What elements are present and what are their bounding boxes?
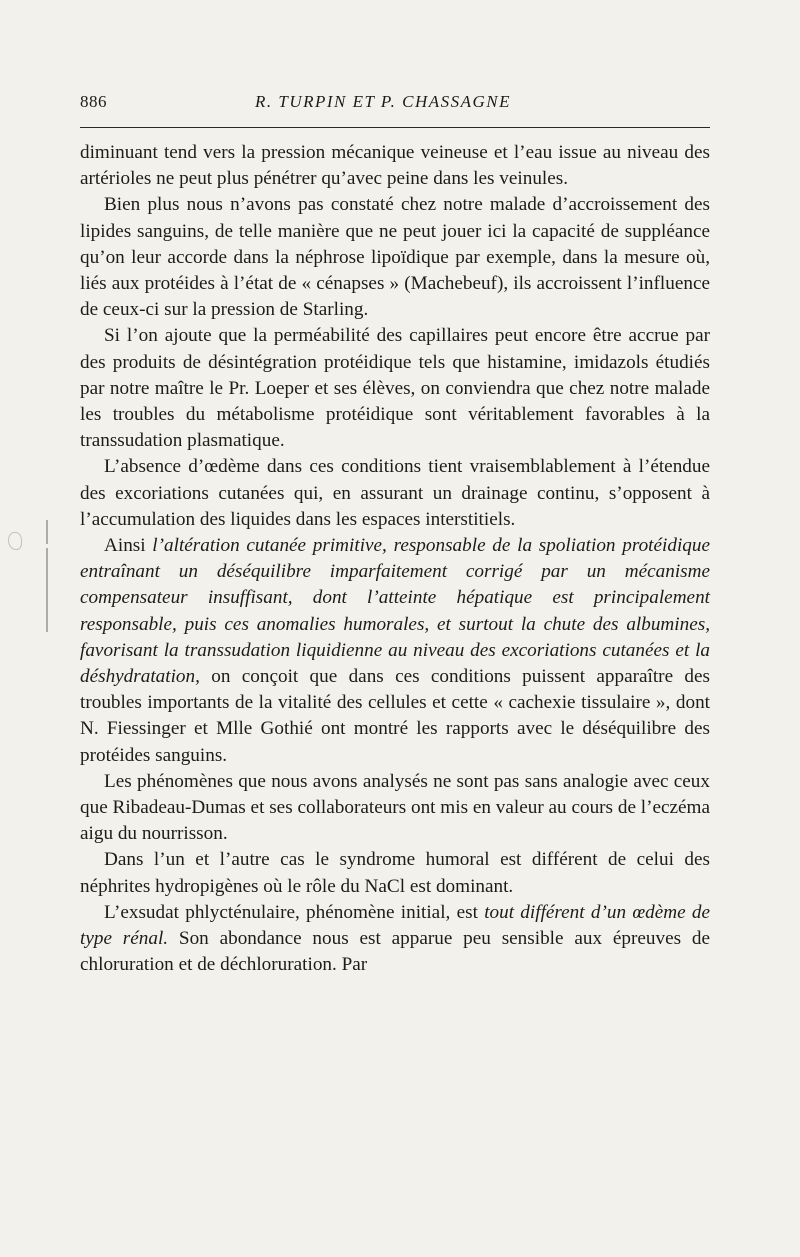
italic-text: tout différent d’un œdème de type rénal. bbox=[80, 901, 710, 950]
text-run: on conçoit que dans ces conditions puissent apparaître des troubles importants de la vitalité des cellules et cette « cachexie tissulaire », dont N. Fiessinger et Mlle Gothié ont montré les rapports avec le déséquilibre des protéides sanguins. bbox=[80, 666, 710, 766]
text-run: L’exsudat phlycténulaire, phénomène initial, est bbox=[104, 901, 485, 923]
paragraph bbox=[80, 454, 710, 533]
text-run: Son abondance nous est apparue peu sensible aux épreuves de chloruration et de déchloruration. Par bbox=[80, 928, 710, 976]
page-number: 886 bbox=[80, 92, 107, 111]
paragraph bbox=[80, 140, 710, 192]
paragraph bbox=[80, 533, 710, 769]
running-title: R. TURPIN ET P. CHASSAGNE bbox=[255, 92, 511, 111]
paragraph bbox=[80, 847, 710, 899]
text-run: L’absence d’œdème dans ces conditions tient vraisemblablement à l’étendue des excoriations cutanées qui, en assurant un drainage continu, s’opposent à l’accumulation des liquides dans les espaces interstitiels. bbox=[80, 456, 710, 530]
page-header bbox=[80, 92, 710, 118]
text-run: Les phénomènes que nous avons analysés ne sont pas sans analogie avec ceux que Ribadeau-Dumas et ses collaborateurs ont mis en valeur au cours de l’eczéma aigu du nourrisson. bbox=[80, 770, 710, 845]
margin-pencil-mark bbox=[46, 520, 48, 544]
text-run: diminuant tend vers la pression mécanique veineuse et l’eau issue au niveau des artérioles ne peut plus pénétrer qu’avec peine dans les veinules. bbox=[80, 142, 710, 190]
paragraph bbox=[80, 769, 710, 848]
paragraph bbox=[80, 900, 710, 979]
margin-pencil-mark bbox=[8, 532, 22, 550]
header-rule bbox=[80, 127, 710, 128]
text-run: Si l’on ajoute que la perméabilité des capillaires peut encore être accrue par des produits de désintégration protéidique tels que histamine, imidazols étudiés par notre maître le Pr. Loeper et ses élèves, on conviendra que chez notre malade les troubles du métabolisme protéidique sont véritablement favorables à la transsudation plasmatique. bbox=[80, 325, 710, 452]
text-run: Ainsi bbox=[104, 535, 153, 557]
text-run: Dans l’un et l’autre cas le syndrome humoral est différent de celui des néphrites hydropigènes où le rôle du NaCl est dominant. bbox=[80, 849, 710, 897]
paragraph bbox=[80, 323, 710, 454]
text-run: Bien plus nous n’avons pas constaté chez notre malade d’accroissement des lipides sanguins, de telle manière que ne peut jouer ici la capacité de suppléance qu’on leur accorde dans la néphrose lipoïdique par exemple, dans la mesure où, liés aux protéides à l’état de « cénapses » (Machebeuf), ils accroissent l’influence de ceux-ci sur la pression de Starling. bbox=[80, 194, 710, 321]
margin-pencil-mark bbox=[46, 548, 48, 632]
paragraph bbox=[80, 192, 710, 323]
body-text bbox=[80, 140, 710, 979]
italic-text: l’altération cutanée primitive, responsable de la spoliation protéidique entraînant un déséquilibre imparfaitement corrigé par un mécanisme compensateur insuffisant, dont l’atteinte hépatique est principalement responsable, puis ces anomalies humorales, et surtout la chute des albumines, favorisant la transsudation liquidienne au niveau des excoriations cutanées et la déshydratation, bbox=[80, 535, 710, 688]
